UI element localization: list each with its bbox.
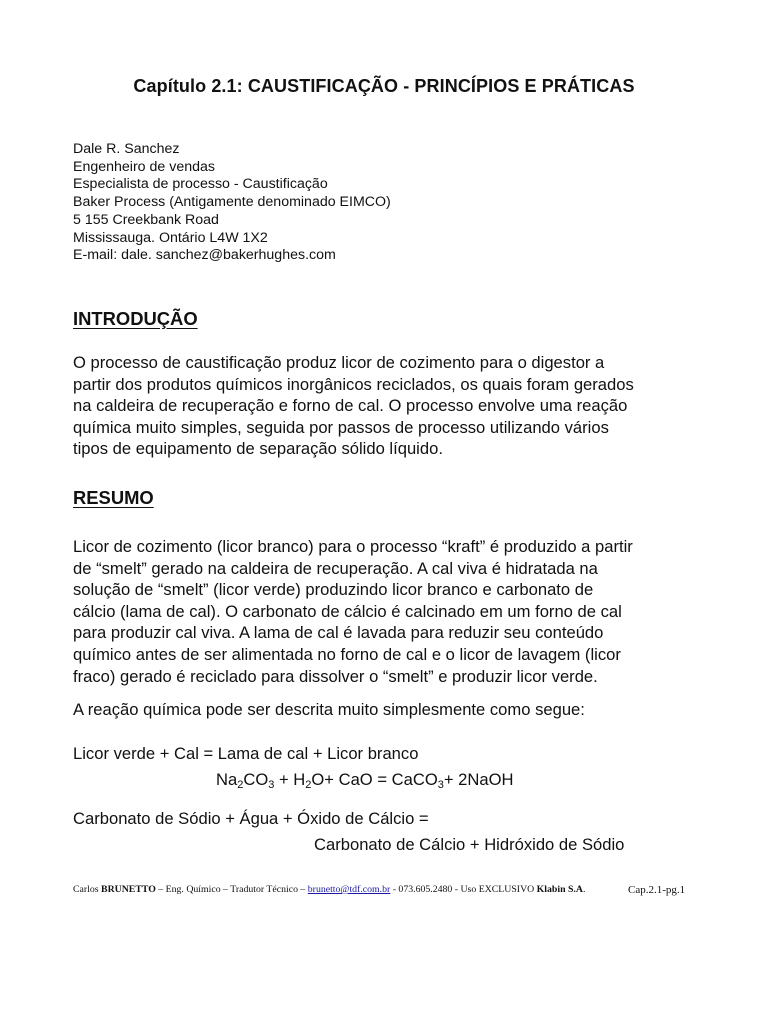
author-company: Baker Process (Antigamente denominado EIMCO) bbox=[73, 194, 391, 211]
author-name: Dale R. Sanchez bbox=[73, 141, 180, 157]
summary-heading: RESUMO bbox=[73, 487, 154, 508]
word-equation: Licor verde + Cal = Lama de cal + Licor branco bbox=[73, 744, 419, 763]
summary-line: para produzir cal viva. A lama de cal é lavada para reduzir seu conteúdo bbox=[73, 623, 604, 643]
intro-line: partir dos produtos químicos inorgânicos reciclados, os quais foram gerados bbox=[73, 374, 634, 394]
summary-line: solução de “smelt” (licor verde) produzindo licor branco e carbonato de bbox=[73, 580, 594, 600]
names-equation-left: Carbonato de Sódio + Água + Óxido de Cálcio = bbox=[73, 809, 429, 828]
author-role: Engenheiro de vendas bbox=[73, 158, 215, 175]
intro-line: O processo de caustificação produz licor de cozimento para o digestor a bbox=[73, 353, 605, 372]
intro-paragraph bbox=[73, 352, 634, 460]
summary-line: químico antes de ser alimentada no forno de cal e o licor de lavagem (licor bbox=[73, 644, 621, 664]
intro-line: tipos de equipamento de separação sólido líquido. bbox=[73, 439, 443, 459]
footer-email-link[interactable]: brunetto@tdf.com.br bbox=[307, 884, 391, 895]
author-city: Mississauga. Ontário L4W 1X2 bbox=[73, 229, 268, 246]
intro-line: química muito simples, seguida por passos de processo utilizando vários bbox=[73, 417, 609, 437]
intro-heading: INTRODUÇÃO bbox=[73, 308, 198, 329]
summary-line: Licor de cozimento (licor branco) para o processo “kraft” é produzido a partir bbox=[73, 537, 633, 556]
author-specialty: Especialista de processo - Caustificação bbox=[73, 176, 328, 193]
summary-paragraph bbox=[73, 536, 633, 687]
reaction-intro: A reação química pode ser descrita muito simplesmente como segue: bbox=[73, 700, 585, 719]
chemical-equation: $Na_2CO_3 + H_2O+$ CaO = CaCO$_3$+ 2NaOH bbox=[216, 770, 514, 791]
author-block bbox=[73, 141, 391, 265]
intro-line: na caldeira de recuperação e forno de cal. O processo envolve uma reação bbox=[73, 396, 628, 416]
document-title: Capítulo 2.1: CAUSTIFICAÇÃO - PRINCÍPIOS E PRÁTICAS bbox=[133, 76, 635, 96]
summary-line: cálcio (lama de cal). O carbonato de cálcio é calcinado em um forno de cal bbox=[73, 601, 622, 621]
summary-line: fraco) gerado é reciclado para dissolver o “smelt” e produzir licor verde. bbox=[73, 666, 598, 686]
author-street: 5 155 Creekbank Road bbox=[73, 211, 219, 228]
names-equation-right: Carbonato de Cálcio + Hidróxido de Sódio bbox=[314, 835, 625, 854]
page-footer: Carlos BRUNETTO – Eng. Químico – Tradutor Técnico – brunetto@tdf.com.br - 073.605.2480 - Uso EXCLUSIVO Klabin S.A. bbox=[73, 884, 586, 895]
summary-line: de “smelt” gerado na caldeira de recuperação. A cal viva é hidratada na bbox=[73, 558, 598, 578]
page-number: Cap.2.1-pg.1 bbox=[628, 884, 686, 896]
author-email: E-mail: dale. sanchez@bakerhughes.com bbox=[73, 247, 336, 264]
